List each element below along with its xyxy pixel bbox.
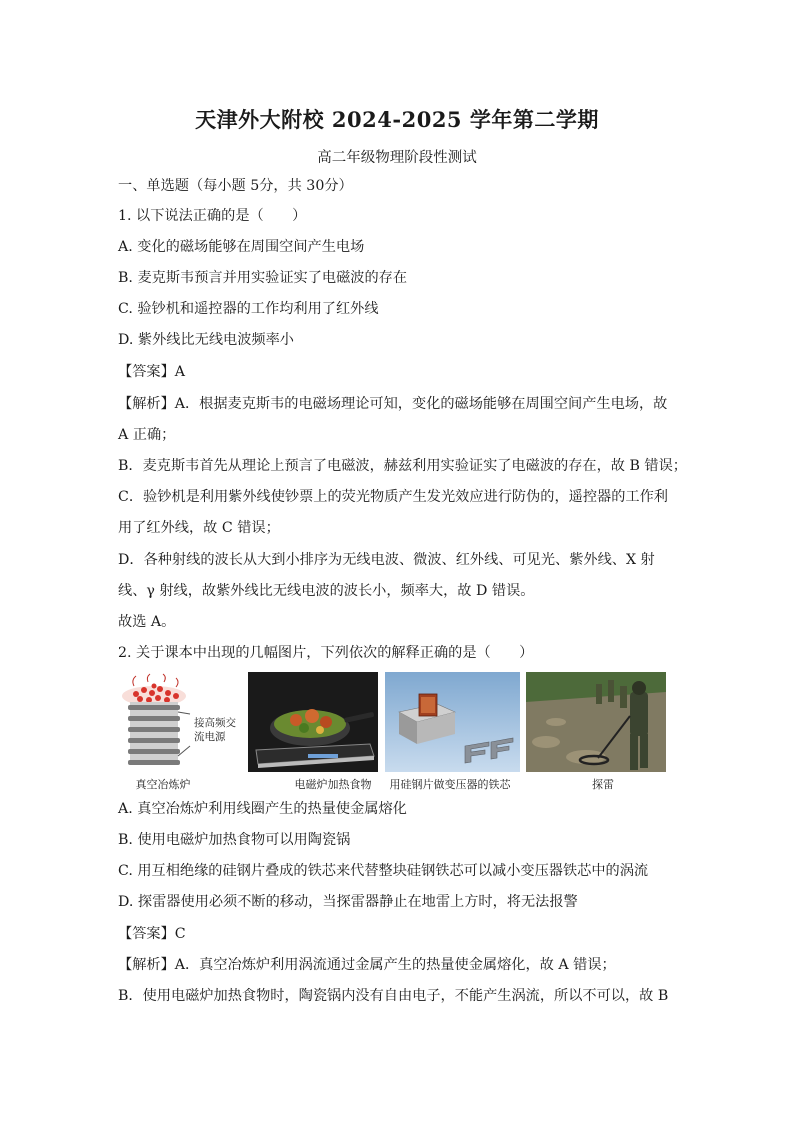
question-1-analysis-line: A 正确； (118, 427, 176, 443)
question-1-analysis-line: 【解析】A．根据麦克斯韦的电磁场理论可知，变化的磁场能够在周围空间产生电场，故 (118, 396, 668, 412)
question-1-option-d: D. 紫外线比无线电波频率小 (118, 332, 294, 348)
furnace-label-line-2: 流电源 (194, 732, 226, 743)
question-2-option-a: A. 真空冶炼炉利用线圈产生的热量使金属熔化 (118, 801, 407, 817)
question-1-analysis-line: B．麦克斯韦首先从理论上预言了电磁波，赫兹利用实验证实了电磁波的存在，故 B 错误； (118, 458, 687, 474)
question-2-option-c: C. 用互相绝缘的硅钢片叠成的铁芯来代替整块硅钢铁芯可以减小变压器铁芯中的涡流 (118, 863, 649, 879)
page-title: 天津外大附校 2024-2025 学年第二学期 (195, 107, 599, 132)
figure-caption: 电磁炉加热食物 (294, 778, 372, 791)
question-2-option-d: D. 探雷器使用必须不断的移动，当探雷器静止在地雷上方时，将无法报警 (118, 894, 578, 910)
question-2-stem: 2. 关于课本中出现的几幅图片，下列依次的解释正确的是（ ） (118, 645, 534, 661)
question-1-option-c: C. 验钞机和遥控器的工作均利用了红外线 (118, 301, 379, 317)
induction-cooker-figure (248, 672, 378, 772)
question-1-option-b: B. 麦克斯韦预言并用实验证实了电磁波的存在 (118, 270, 408, 286)
question-1-analysis-line: 线、γ 射线，故紫外线比无线电波的波长小，频率大，故 D 错误。 (118, 583, 535, 599)
figure-caption: 用硅钢片做变压器的铁芯 (389, 778, 511, 791)
question-1-analysis-line: D．各种射线的波长从大到小排序为无线电波、微波、红外线、可见光、紫外线、X 射 (118, 552, 655, 568)
question-2-analysis-line: 【解析】A．真空冶炼炉利用涡流通过金属产生的热量使金属熔化，故 A 错误； (118, 957, 616, 973)
question-1-option-a: A. 变化的磁场能够在周围空间产生电场 (118, 239, 365, 255)
vacuum-furnace-figure (118, 672, 238, 772)
page-subtitle: 高二年级物理阶段性测试 (317, 150, 477, 166)
question-2-option-b: B. 使用电磁炉加热食物可以用陶瓷锅 (118, 832, 351, 848)
furnace-label-line-1: 接高频交 (194, 718, 236, 729)
transformer-core-figure (385, 672, 520, 772)
section-heading: 一、单选题（每小题 5分，共 30分） (118, 178, 353, 194)
question-1-analysis-line: C．验钞机是利用紫外线使钞票上的荧光物质产生发光效应进行防伪的，遥控器的工作利 (118, 489, 668, 505)
question-1-stem: 1. 以下说法正确的是（ ） (118, 208, 307, 224)
question-2-figures (118, 672, 666, 792)
figure-caption: 真空冶炼炉 (135, 778, 191, 791)
mine-detection-figure (526, 672, 666, 772)
question-2-analysis-line: B．使用电磁炉加热食物时，陶瓷锅内没有自由电子，不能产生涡流，所以不可以，故 B (118, 988, 669, 1004)
question-1-analysis-line: 故选 A。 (118, 614, 176, 630)
question-2-answer: 【答案】C (118, 926, 186, 942)
figure-caption: 探雷 (592, 778, 614, 791)
question-1-analysis-line: 用了红外线，故 C 错误； (118, 520, 280, 536)
question-1-answer: 【答案】A (118, 364, 185, 380)
